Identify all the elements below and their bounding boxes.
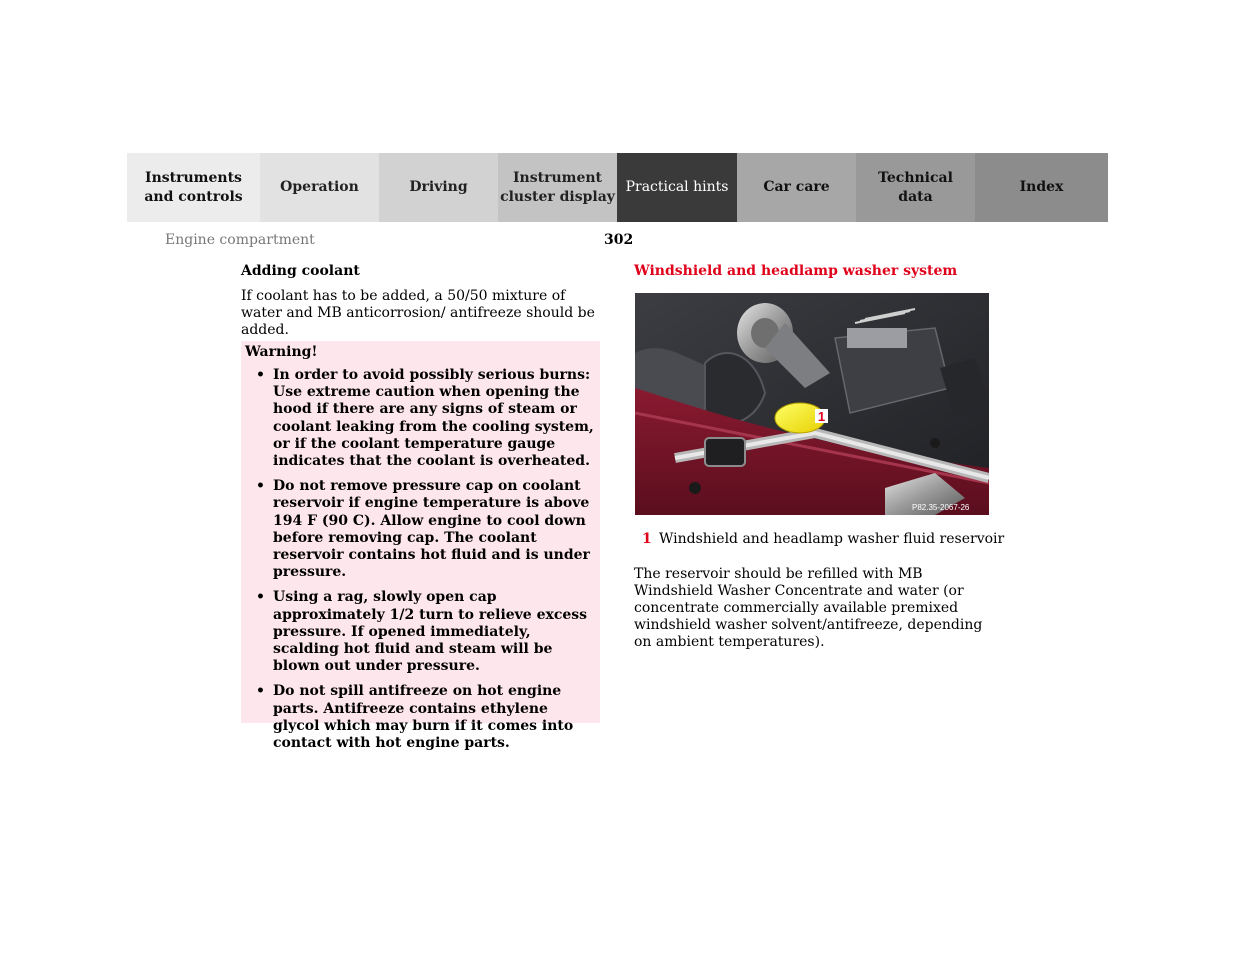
washer-system-heading: Windshield and headlamp washer system [634,263,958,279]
tab-instrument-cluster-display[interactable]: Instrument cluster display [498,153,617,222]
tab-technical-data[interactable]: Technical data [856,153,975,222]
warning-item: • Using a rag, slowly open cap approximately 1/2 turn to relieve excess pressure. If opened immediately, scalding hot fluid and steam will be blown out under pressure. [256,589,588,675]
bullet-icon: • [256,367,265,383]
warning-item: • Do not spill antifreeze on hot engine parts. Antifreeze contains ethylene glycol which may burn if it comes into contact with hot engine parts. [256,683,574,752]
tab-car-care[interactable]: Car care [737,153,856,222]
adding-coolant-heading: Adding coolant [241,263,360,279]
bullet-icon: • [256,589,265,606]
bullet-icon: • [256,683,265,700]
warning-item: • In order to avoid possibly serious burns: Use extreme caution when opening the hood if there are any signs of steam or coolant leaking from the cooling system, or if the coolant temperature gauge indicates that the coolant is overheated. [256,367,594,470]
image-legend [642,531,1004,547]
warning-box [241,341,600,752]
warning-title: Warning! [245,344,318,360]
warning-list [245,367,594,752]
bullet-icon: • [256,478,265,495]
tab-practical-hints[interactable]: Practical hints [617,153,737,222]
callout-number: 1 [817,409,826,424]
legend-text: Windshield and headlamp washer fluid reservoir [659,531,1005,547]
tab-index[interactable]: Index [975,153,1108,222]
adding-coolant-paragraph: If coolant has to be added, a 50/50 mixture of water and MB anticorrosion/ antifreeze should be added. [241,288,595,338]
warning-item: • Do not remove pressure cap on coolant reservoir if engine temperature is above 194 F (90 C). Allow engine to cool down before removing cap. The coolant reservoir contains hot fluid and is under pressure. [256,478,590,581]
section-title: Engine compartment [165,232,315,248]
washer-system-paragraph: The reservoir should be refilled with MB Windshield Washer Concentrate and water (or concentrate commercially available premixed windshield washer solvent/antifreeze, depending on ambient temperatures). [634,566,983,650]
legend-number: 1 [642,531,652,547]
tab-instruments-and-controls[interactable]: Instruments and controls [127,153,260,222]
tab-driving[interactable]: Driving [379,153,498,222]
page-number: 302 [604,232,634,248]
chapter-nav [127,153,1108,222]
tab-operation[interactable]: Operation [260,153,379,222]
image-code: P82.35-2067-26 [912,503,970,512]
engine-compartment-photo [635,293,989,515]
